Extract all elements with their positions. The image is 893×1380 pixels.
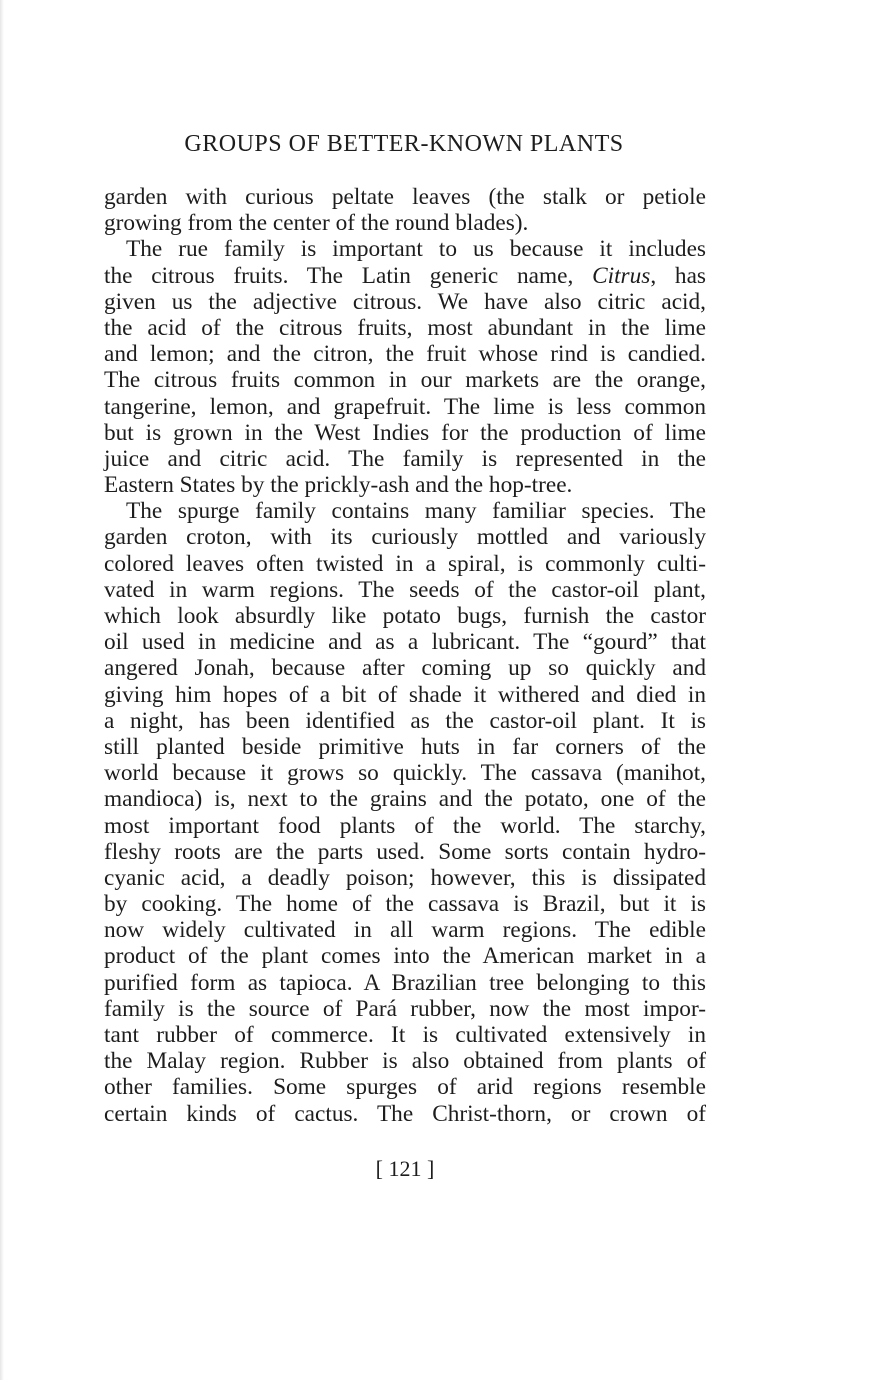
text-line: The rue family is important to us because it includes bbox=[126, 236, 706, 263]
text-line: family is the source of Pará rubber, now the most impor- bbox=[104, 995, 706, 1022]
text-line: angered Jonah, because after coming up so quickly and bbox=[104, 655, 706, 682]
text-line: other families. Some spurges of arid regions resemble bbox=[104, 1074, 706, 1101]
italic-term: Citrus bbox=[592, 262, 651, 289]
text-line: The spurge family contains many familiar species. The bbox=[126, 498, 706, 525]
text-line: given us the adjective citrous. We have also citric acid, bbox=[104, 288, 706, 315]
paragraph bbox=[104, 236, 706, 498]
text-line: still planted beside primitive huts in far corners of the bbox=[104, 733, 706, 760]
text-line: world because it grows so quickly. The cassava (manihot, bbox=[104, 760, 706, 787]
text-line: growing from the center of the round blades). bbox=[104, 210, 529, 237]
paragraph bbox=[104, 498, 706, 1127]
text-line: purified form as tapioca. A Brazilian tree belonging to this bbox=[104, 969, 706, 996]
text-line: and lemon; and the citron, the fruit whose rind is candied. bbox=[104, 341, 706, 368]
text-line: giving him hopes of a bit of shade it withered and died in bbox=[104, 681, 706, 708]
text-line: oil used in medicine and as a lubricant. The “gourd” that bbox=[104, 629, 706, 656]
text-line: tant rubber of commerce. It is cultivated extensively in bbox=[104, 1022, 706, 1048]
text-line: but is grown in the West Indies for the production of lime bbox=[104, 419, 706, 446]
text-line: vated in warm regions. The seeds of the castor-oil plant, bbox=[104, 576, 706, 603]
text-line: mandioca) is, next to the grains and the potato, one of the bbox=[104, 786, 706, 813]
page-edge-shadow bbox=[0, 0, 4, 1380]
text-line: tangerine, lemon, and grapefruit. The lime is less common bbox=[104, 393, 706, 420]
text-line: certain kinds of cactus. The Christ-thorn, or crown of bbox=[104, 1100, 706, 1127]
text-line: the Malay region. Rubber is also obtained from plants of bbox=[104, 1048, 706, 1075]
text-line: Eastern States by the prickly-ash and the hop-tree. bbox=[104, 472, 573, 499]
text-line: The citrous fruits common in our markets are the orange, bbox=[104, 367, 706, 394]
text-line: the citrous fruits. The Latin generic name, Citrus, has bbox=[104, 262, 706, 289]
text-line: product of the plant comes into the American market in a bbox=[104, 943, 706, 970]
text-line: most important food plants of the world. The starchy, bbox=[104, 812, 706, 839]
body-text bbox=[104, 184, 706, 1127]
text-line: colored leaves often twisted in a spiral, is commonly culti- bbox=[104, 550, 706, 577]
text-line: the acid of the citrous fruits, most abundant in the lime bbox=[104, 314, 706, 341]
text-line: garden with curious peltate leaves (the stalk or petiole bbox=[104, 184, 706, 210]
text-line: by cooking. The home of the cassava is Brazil, but it is bbox=[104, 891, 706, 918]
running-head: GROUPS OF BETTER-KNOWN PLANTS bbox=[184, 131, 624, 157]
paragraph bbox=[104, 184, 706, 236]
text-line: now widely cultivated in all warm regions. The edible bbox=[104, 917, 706, 944]
page-number: [ 121 ] bbox=[375, 1156, 435, 1181]
text-line: juice and citric acid. The family is represented in the bbox=[104, 445, 706, 472]
text-line: garden croton, with its curiously mottled and variously bbox=[104, 524, 706, 551]
text-line: cyanic acid, a deadly poison; however, this is dissipated bbox=[104, 864, 706, 891]
text-line: a night, has been identified as the castor-oil plant. It is bbox=[104, 707, 706, 734]
text-line: which look absurdly like potato bugs, furnish the castor bbox=[104, 603, 706, 629]
text-line: fleshy roots are the parts used. Some sorts contain hydro- bbox=[104, 838, 706, 865]
